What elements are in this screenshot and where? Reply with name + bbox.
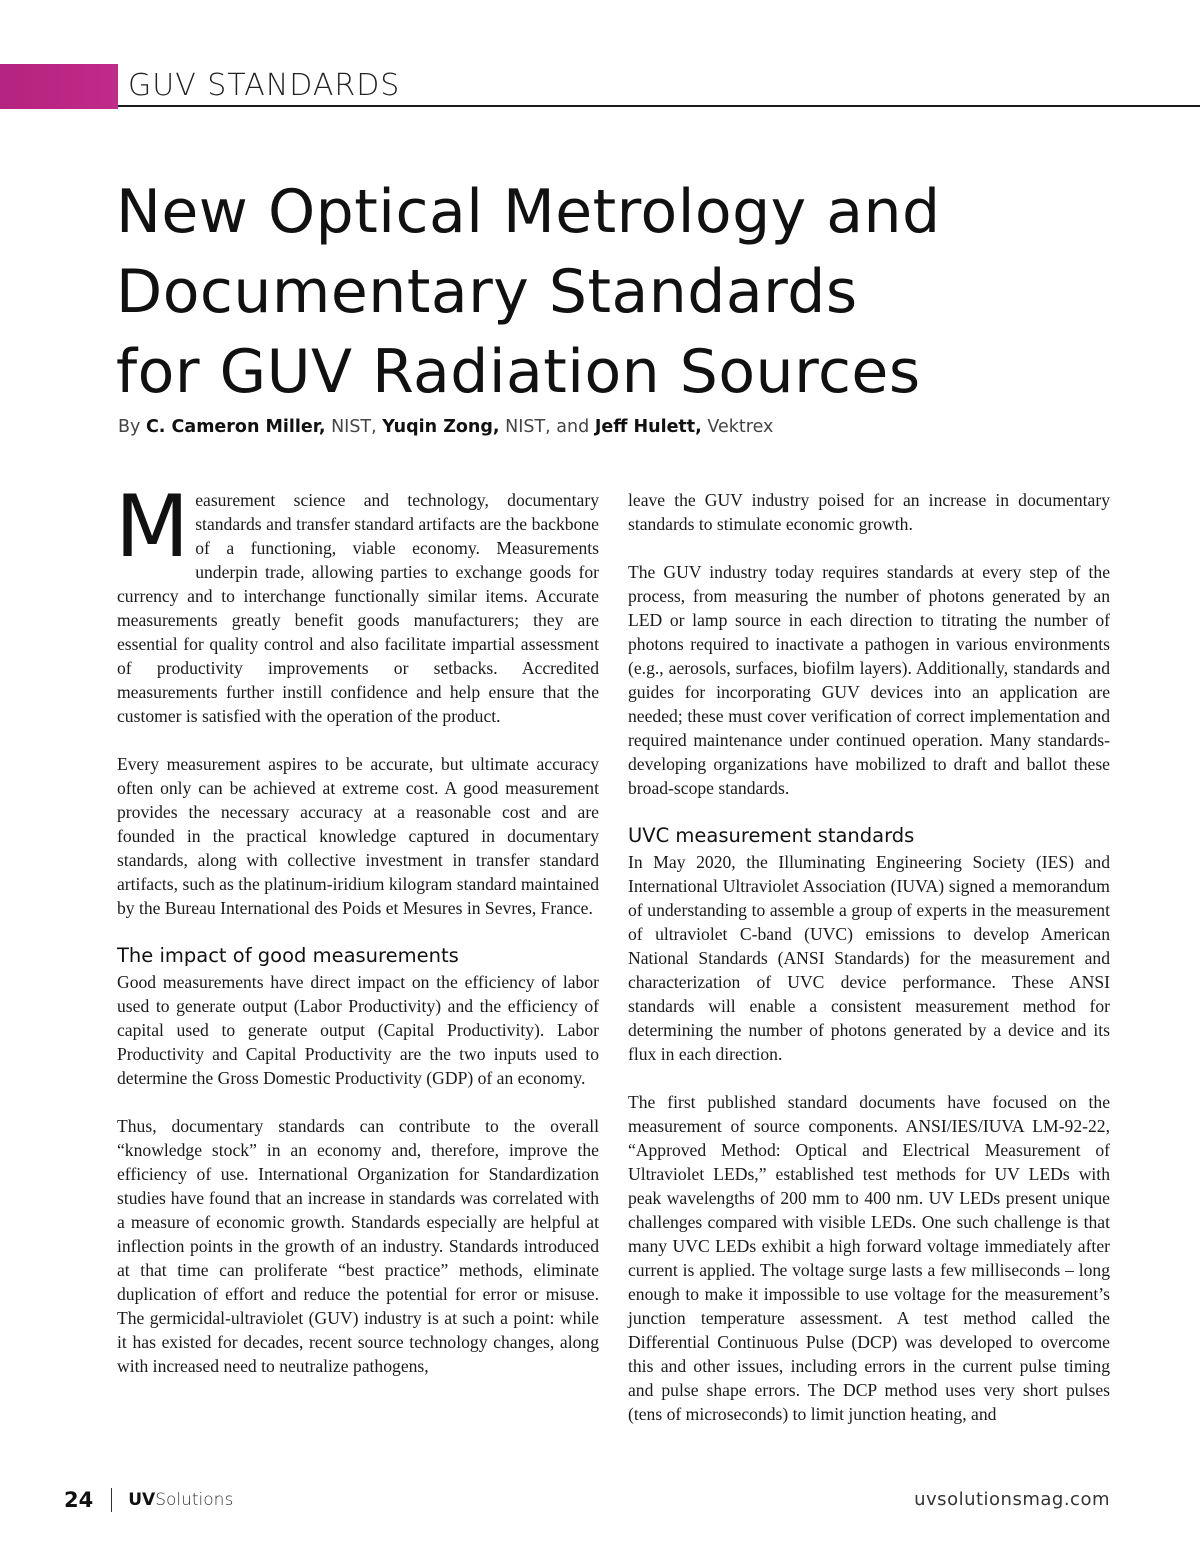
footer-left [64,1488,233,1512]
footer-website: uvsolutionsmag.com [914,1489,1110,1510]
affiliation-2: NIST, and [505,417,590,437]
page-number: 24 [64,1488,94,1512]
paragraph: The first published standard documents have focused on the measurement of source components. ANSI/IES/IUVA LM-92-22, “Approved Method: Optical and Electrical Measurement of Ultraviolet LEDs,” established test methods for UV LEDs with peak wavelengths of 200 mm to 400 nm. UV LEDs present unique challenges compared with visible LEDs. One such challenge is that many UVC LEDs exhibit a high forward voltage immediately after current is applied. The voltage surge lasts a few milliseconds – long enough to make it impossible to use voltage for the measurement’s junction temperature assessment. A test method called the Differential Continuous Pulse (DCP) was developed to overcome this and other issues, including errors in the current pulse timing and pulse shape errors. The DCP method uses very short pulses (tens of microseconds) to limit junction heating, and [628,1092,1110,1424]
author-2: Yuqin Zong, [382,417,500,437]
header-rule [118,105,1200,107]
author-3: Jeff Hulett, [594,417,702,437]
section-heading: UVC measurement standards [628,824,915,847]
section-label: GUV STANDARDS [128,68,401,103]
paragraph [115,477,599,728]
title-line-2: Documentary Standards [116,257,858,327]
article-title [116,172,1116,412]
paragraph-text: easurement science and technology, documentary standards and transfer standard artifacts are the backbone of a functioning, viable economy. Measurements underpin trade, allowing parties to exchange goods for currency and to interchange functionally similar items. Accurate measurements greatly benefit goods manufacturers; they are essential for quality control and also facilitate impartial assessment of productivity improvements or setbacks. Accredited measurements further instill confidence and help ensure that the customer is satisfied with the operation of the product. [117,490,599,726]
section-accent-bar [0,64,118,109]
paragraph: In May 2020, the Illuminating Engineering Society (IES) and International Ultraviolet Association (IUVA) signed a memorandum of understanding to assemble a group of experts in the measurement of ultraviolet C-band (UVC) emissions to develop American National Standards (ANSI Standards) for the measurement and characterization of UVC device performance. These ANSI standards will enable a consistent measurement method for determining the number of photons generated by a device and its flux in each direction. [628,852,1110,1064]
title-line-3: for GUV Radiation Sources [116,337,921,407]
drop-cap: M [115,477,190,577]
title-line-1: New Optical Metrology and [116,177,941,247]
paragraph: leave the GUV industry poised for an increase in documentary standards to stimulate economic growth. [628,490,1110,534]
byline-by: By [118,417,141,437]
brand-name-bold: UV [128,1490,156,1510]
body-column-left [115,477,599,1378]
section-heading: The impact of good measurements [117,944,459,967]
paragraph: The GUV industry today requires standards at every step of the process, from measuring the number of photons generated by an LED or lamp source in each direction to titrating the number of photons required to inactivate a pathogen in various environments (e.g., aerosols, surfaces, biofilm layers). Additionally, standards and guides for incorporating GUV devices into an application are needed; these must cover verification of correct implementation and required maintenance under continued operation. Many standards-developing organizations have mobilized to draft and ballot these broad-scope standards. [628,562,1110,798]
paragraph: Every measurement aspires to be accurate, but ultimate accuracy often only can be achieved at extreme cost. A good measurement provides the necessary accuracy at a reasonable cost and are founded in the practical knowledge captured in documentary standards, along with collective investment in transfer standard artifacts, such as the platinum-iridium kilogram standard maintained by the Bureau International des Poids et Mesures in Sevres, France. [117,754,599,918]
paragraph: Thus, documentary standards can contribute to the overall “knowledge stock” in an economy and, therefore, improve the efficiency of use. International Organization for Standardization studies have found that an increase in standards was correlated with a measure of economic growth. Standards especially are helpful at inflection points in the growth of an industry. Standards introduced at that time can proliferate “best practice” methods, eliminate duplication of effort and reduce the potential for error or misuse. The germicidal-ultraviolet (GUV) industry is at such a point: while it has existed for decades, recent source technology changes, along with increased need to neutralize pathogens, [117,1116,599,1376]
brand-name-light: Solutions [155,1490,234,1510]
footer-divider [111,1488,112,1512]
affiliation-1: NIST, [331,417,377,437]
paragraph: Good measurements have direct impact on the efficiency of labor used to generate output (Labor Productivity) and the efficiency of capital used to generate output (Capital Productivity). Labor Productivity and Capital Productivity are the two inputs used to determine the Gross Domestic Productivity (GDP) of an economy. [117,972,599,1088]
byline [118,417,773,437]
body-column-right [628,488,1110,1426]
author-1: C. Cameron Miller, [145,417,326,437]
affiliation-3: Vektrex [707,417,774,437]
